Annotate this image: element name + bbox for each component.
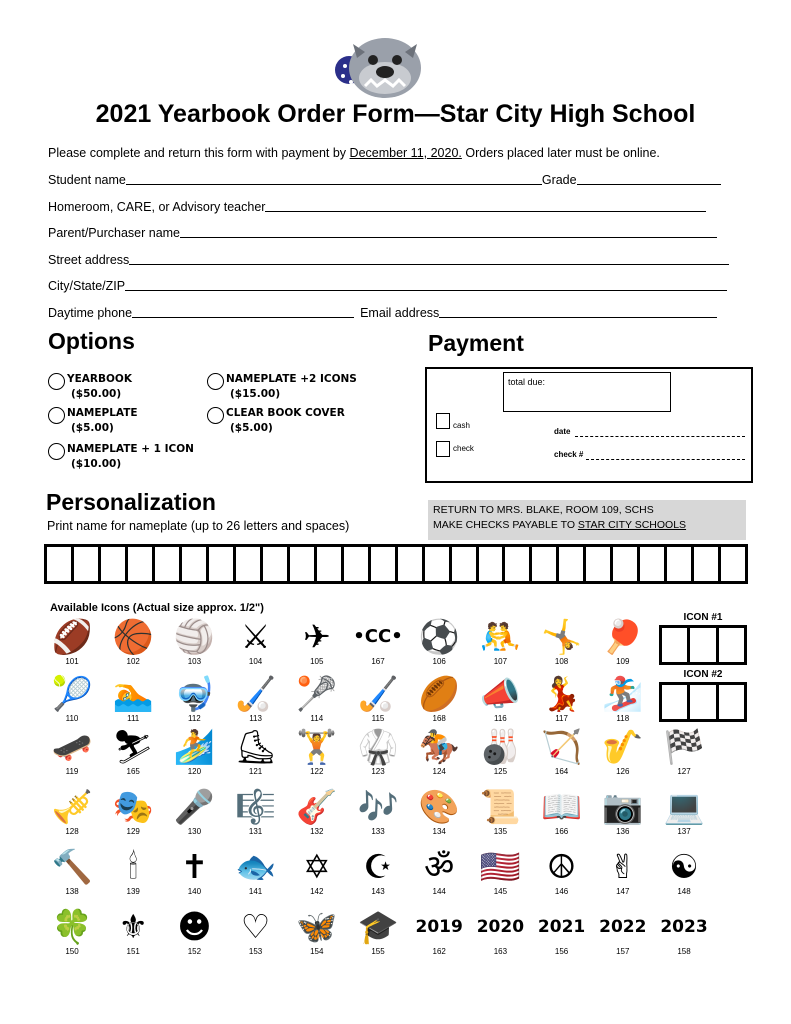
payment-heading: Payment xyxy=(428,330,524,356)
icon-number: 135 xyxy=(493,827,508,836)
icon-option xyxy=(409,728,469,776)
scroll-icon: 📜 xyxy=(479,787,521,826)
available-icons-label: Available Icons (Actual size approx. 1/2") xyxy=(50,602,264,614)
icon-number: 137 xyxy=(677,827,691,836)
options-heading: Options xyxy=(48,328,135,354)
icon-option xyxy=(470,675,530,723)
icon-digit-box[interactable] xyxy=(719,685,744,719)
option-price: ($10.00) xyxy=(71,458,122,470)
icon-option xyxy=(532,728,592,776)
icon-option xyxy=(103,788,163,836)
letter-box[interactable] xyxy=(586,547,613,581)
personalization-heading: Personalization xyxy=(46,489,216,515)
student-name-row xyxy=(48,169,721,187)
letter-box[interactable] xyxy=(47,547,74,581)
icon-option xyxy=(409,908,469,956)
icon-number: 140 xyxy=(187,887,202,896)
letter-box[interactable] xyxy=(290,547,317,581)
clover-icon: 🍀 xyxy=(51,907,93,946)
icon-option xyxy=(593,675,653,723)
football-icon: 🏈 xyxy=(51,617,93,656)
city-line[interactable] xyxy=(125,277,727,291)
icon-option xyxy=(164,728,224,776)
homeroom-row xyxy=(48,196,706,214)
payee-name: STAR CITY SCHOOLS xyxy=(577,519,687,531)
letter-box[interactable] xyxy=(479,547,506,581)
torch-icon: 🕯 xyxy=(128,847,138,886)
icon-number: 153 xyxy=(248,947,263,956)
option-clear-book-cover[interactable] xyxy=(207,407,345,434)
icon-option xyxy=(409,618,469,666)
icon-number: 120 xyxy=(187,767,202,776)
icon-option xyxy=(42,675,102,723)
option-label: NAMEPLATE + 1 ICON xyxy=(67,443,194,455)
form-title: 2021 Yearbook Order Form—Star City High School xyxy=(95,100,696,128)
icon-number: 130 xyxy=(187,827,202,836)
icon-number: 125 xyxy=(493,767,508,776)
singer-icon: 🎤 xyxy=(173,787,215,826)
icon-option xyxy=(226,788,286,836)
om-icon: ॐ xyxy=(424,847,455,886)
icon-digit-box[interactable] xyxy=(719,628,744,662)
icon-number: 115 xyxy=(371,714,385,723)
icon-number: 155 xyxy=(371,947,385,956)
phone-label: Daytime phone xyxy=(48,306,133,320)
class-of-2020-icon: 2020 xyxy=(476,917,525,937)
contact-row xyxy=(48,302,717,320)
icon-number: 118 xyxy=(616,714,630,723)
icon-option xyxy=(287,788,347,836)
clear-book-cover-radio[interactable] xyxy=(207,407,224,424)
snowboarder-icon: 🏂 xyxy=(602,674,644,713)
street-row xyxy=(48,249,729,267)
letter-box[interactable] xyxy=(452,547,479,581)
icon-option xyxy=(470,908,530,956)
letter-box[interactable] xyxy=(667,547,694,581)
option-nameplate-1-icon[interactable] xyxy=(48,443,194,470)
option-price: ($15.00) xyxy=(230,388,281,400)
icon-number: 117 xyxy=(555,714,568,723)
icon-number: 121 xyxy=(248,767,263,776)
dancer-icon: 💃 xyxy=(541,674,583,713)
cross-country-icon: •CC• xyxy=(353,626,403,647)
option-yearbook[interactable] xyxy=(48,373,132,400)
yin-yang-icon: ☯ xyxy=(669,847,699,886)
letter-box[interactable] xyxy=(74,547,101,581)
field-hockey-icon: 🏑 xyxy=(357,674,399,713)
icon-option xyxy=(593,788,653,836)
diver-icon: 🤿 xyxy=(173,674,215,713)
icon-number: 143 xyxy=(371,887,385,896)
class-of-2019-icon: 2019 xyxy=(415,917,463,937)
hockey-stick-icon: 🏑 xyxy=(235,674,277,713)
icon-number: 116 xyxy=(494,714,507,723)
nameplate-radio[interactable] xyxy=(48,407,65,424)
option-nameplate-2-icons[interactable] xyxy=(207,373,357,400)
icon-number: 148 xyxy=(677,887,691,896)
icon-option xyxy=(470,618,530,666)
icon-option xyxy=(164,618,224,666)
icon-number: 129 xyxy=(126,827,140,836)
class-of-2022-icon: 2022 xyxy=(599,917,647,937)
icon-option xyxy=(103,675,163,723)
tennis-ball-icon: 🎾 xyxy=(51,674,93,713)
letter-box[interactable] xyxy=(613,547,640,581)
icon-number: 122 xyxy=(310,767,324,776)
icon-number: 141 xyxy=(248,887,263,896)
letter-box[interactable] xyxy=(344,547,371,581)
icon-option xyxy=(226,848,286,896)
icon-number: 145 xyxy=(493,887,508,896)
option-nameplate[interactable] xyxy=(48,407,138,434)
check-label: check xyxy=(453,444,474,453)
icon-option xyxy=(226,728,286,776)
crossed-bats-icon: ⚔ xyxy=(240,617,271,656)
icon-option xyxy=(593,618,653,666)
wrestling-icon: 🤼 xyxy=(479,617,521,656)
icon-digit-box[interactable] xyxy=(662,685,690,719)
return-line-2 xyxy=(433,518,746,533)
option-label: NAMEPLATE +2 ICONS xyxy=(226,373,357,385)
icon-option xyxy=(348,618,408,666)
letter-box[interactable] xyxy=(317,547,344,581)
intro-text xyxy=(48,146,660,160)
check-number-label: check # xyxy=(554,450,584,459)
martial-arts-icon: 🥋 xyxy=(357,727,399,766)
icon-number: 150 xyxy=(65,947,79,956)
icon-option xyxy=(226,908,286,956)
icon-number: 168 xyxy=(432,714,446,723)
nameplate-letter-boxes[interactable] xyxy=(44,544,748,584)
return-instructions xyxy=(428,500,746,540)
soccer-ball-icon: ⚽ xyxy=(418,617,460,656)
icon-number: 144 xyxy=(432,887,446,896)
bulldog-mascot-logo xyxy=(335,30,427,102)
option-price: ($50.00) xyxy=(71,388,122,400)
icon-option xyxy=(654,788,714,836)
grad-cap-icon: 🎓 xyxy=(357,907,399,946)
music-notes-icon: 🎼 xyxy=(235,787,277,826)
letter-box[interactable] xyxy=(209,547,236,581)
icon-number: 164 xyxy=(554,767,569,776)
letter-box[interactable] xyxy=(532,547,559,581)
letter-box[interactable] xyxy=(371,547,398,581)
icon-option xyxy=(409,848,469,896)
icon-number: 156 xyxy=(554,947,569,956)
icon-option xyxy=(654,728,714,776)
bowling-icon: 🎳 xyxy=(479,727,521,766)
gymnastics-icon: 🤸 xyxy=(541,617,583,656)
option-label: CLEAR BOOK COVER xyxy=(226,407,345,419)
icon-option xyxy=(42,788,102,836)
icon-option xyxy=(164,788,224,836)
icon-option xyxy=(593,728,653,776)
crescent-star-icon: ☪ xyxy=(363,847,393,886)
email-label: Email address xyxy=(360,306,440,320)
lacrosse-icon: 🥍 xyxy=(296,674,338,713)
nameplate-instructions: Print name for nameplate (up to 26 letters and spaces) xyxy=(47,519,350,533)
icon-number: 133 xyxy=(371,827,385,836)
icon-number: 119 xyxy=(65,767,79,776)
parent-row xyxy=(48,222,717,240)
class-of-2021-icon: 2021 xyxy=(537,917,586,937)
icon-number: 128 xyxy=(65,827,79,836)
icon-number: 134 xyxy=(432,827,446,836)
icon-number: 166 xyxy=(554,827,569,836)
cash-label: cash xyxy=(453,421,470,430)
email-line[interactable] xyxy=(439,304,717,318)
icon-option xyxy=(226,675,286,723)
total-due-label: total due: xyxy=(508,377,546,387)
choir-icon: 🎶 xyxy=(357,787,399,826)
icon-option xyxy=(532,848,592,896)
instruments-icon: 🎷 xyxy=(602,727,644,766)
letter-box[interactable] xyxy=(263,547,290,581)
check-number-line[interactable] xyxy=(586,459,745,460)
letter-box[interactable] xyxy=(721,547,745,581)
icon-number: 111 xyxy=(127,714,140,723)
icon-number: 126 xyxy=(616,767,630,776)
flag-icon: 🇺🇸 xyxy=(479,847,521,886)
icon-option xyxy=(593,908,653,956)
intro-suffix: Orders placed later must be online. xyxy=(461,146,660,160)
icon-number: 167 xyxy=(371,657,385,666)
icon-number: 146 xyxy=(554,887,569,896)
letter-box[interactable] xyxy=(128,547,155,581)
icon-option xyxy=(532,908,592,956)
icon-option xyxy=(287,908,347,956)
homeroom-line[interactable] xyxy=(265,198,706,212)
icon-2-label: ICON #2 xyxy=(683,669,723,680)
return-line-1: RETURN TO MRS. BLAKE, ROOM 109, SCHS xyxy=(433,504,654,516)
icon-option xyxy=(654,908,714,956)
icon-option xyxy=(287,618,347,666)
icon-digit-box[interactable] xyxy=(690,628,718,662)
option-price: ($5.00) xyxy=(71,422,114,434)
icon-number: 158 xyxy=(677,947,691,956)
baton-icon: 🎺 xyxy=(51,787,93,826)
icon-number: 108 xyxy=(554,657,569,666)
icon-number: 147 xyxy=(616,887,630,896)
surfer-icon: 🏄 xyxy=(173,727,215,766)
star-of-david-icon: ✡ xyxy=(302,847,331,886)
icon-number: 124 xyxy=(432,767,446,776)
parent-line[interactable] xyxy=(180,224,717,238)
fish-icon: 🐟 xyxy=(235,847,277,886)
archer-icon: 🏹 xyxy=(541,727,583,766)
letter-box[interactable] xyxy=(155,547,182,581)
letter-box[interactable] xyxy=(425,547,452,581)
icon-option xyxy=(103,728,163,776)
camera-icon: 📷 xyxy=(602,787,644,826)
icon-option xyxy=(470,728,530,776)
letter-box[interactable] xyxy=(694,547,721,581)
icon-option xyxy=(287,848,347,896)
ping-pong-icon: 🏓 xyxy=(602,617,644,656)
icon-1-boxes[interactable] xyxy=(659,625,747,665)
peace-hand-icon: ✌ xyxy=(608,847,637,886)
letter-box[interactable] xyxy=(505,547,532,581)
icon-option xyxy=(287,728,347,776)
volleyball-icon: 🏐 xyxy=(173,617,215,656)
butterfly-icon: 🦋 xyxy=(296,907,338,946)
skateboarder-icon: 🛹 xyxy=(51,727,93,766)
icon-option xyxy=(42,908,102,956)
skier-icon: ⛷ xyxy=(112,727,155,766)
street-line[interactable] xyxy=(129,251,729,265)
icon-number: 107 xyxy=(493,657,508,666)
icon-option xyxy=(287,675,347,723)
icon-option xyxy=(348,675,408,723)
icon-option xyxy=(103,618,163,666)
icon-option xyxy=(348,788,408,836)
icon-digit-box[interactable] xyxy=(662,628,690,662)
icon-number: 152 xyxy=(187,947,202,956)
icon-option xyxy=(103,908,163,956)
hearts-icon: ♡ xyxy=(240,907,271,946)
date-label: date xyxy=(554,427,571,436)
icon-option xyxy=(348,728,408,776)
laptop-icon: 💻 xyxy=(663,787,705,826)
grade-line[interactable] xyxy=(577,171,721,185)
city-label: City/State/ZIP xyxy=(48,279,126,293)
icon-number: 162 xyxy=(432,947,446,956)
icon-number: 103 xyxy=(187,657,202,666)
icon-2-boxes[interactable] xyxy=(659,682,747,722)
icon-number: 105 xyxy=(310,657,324,666)
icon-option xyxy=(42,728,102,776)
student-name-line[interactable] xyxy=(126,171,542,185)
icon-option xyxy=(164,908,224,956)
street-label: Street address xyxy=(48,253,130,267)
horse-rider-icon: 🏇 xyxy=(418,727,460,766)
icon-number: 109 xyxy=(616,657,630,666)
phone-line[interactable] xyxy=(132,304,354,318)
cross-icon: ✝ xyxy=(180,847,209,886)
icon-number: 142 xyxy=(310,887,324,896)
icon-option xyxy=(532,788,592,836)
icon-number: 132 xyxy=(310,827,324,836)
icon-number: 163 xyxy=(493,947,508,956)
student-name-label: Student name xyxy=(48,173,126,187)
icon-option xyxy=(532,618,592,666)
letter-box[interactable] xyxy=(236,547,263,581)
icon-number: 154 xyxy=(310,947,324,956)
icon-number: 138 xyxy=(65,887,79,896)
homeroom-label: Homeroom, CARE, or Advisory teacher xyxy=(48,200,266,214)
icon-number: 114 xyxy=(310,714,324,723)
icon-number: 113 xyxy=(249,714,262,723)
intro-prefix: Please complete and return this form with payment by xyxy=(48,146,350,160)
letter-box[interactable] xyxy=(182,547,209,581)
icon-number: 106 xyxy=(432,657,446,666)
rugby-ball-icon: 🏉 xyxy=(418,674,460,713)
nameplate-2-icons-radio[interactable] xyxy=(207,373,224,390)
megaphone-icon: 📣 xyxy=(479,674,521,713)
icon-number: 131 xyxy=(248,827,263,836)
icon-option xyxy=(409,675,469,723)
weightlifter-icon: 🏋 xyxy=(296,727,338,766)
yearbook-icon: 📖 xyxy=(541,787,583,826)
icon-option xyxy=(42,848,102,896)
return-line-2-prefix: MAKE CHECKS PAYABLE TO xyxy=(433,519,578,531)
icon-number: 112 xyxy=(188,714,201,723)
icon-number: 127 xyxy=(677,767,691,776)
smiley-icon: ☻ xyxy=(177,907,212,946)
icon-number: 139 xyxy=(126,887,140,896)
guitar-icon: 🎸 xyxy=(296,787,338,826)
icon-option xyxy=(348,848,408,896)
option-price: ($5.00) xyxy=(230,422,273,434)
letter-box[interactable] xyxy=(640,547,667,581)
icon-option xyxy=(42,618,102,666)
icon-option xyxy=(164,848,224,896)
icon-number: 102 xyxy=(126,657,140,666)
fleur-de-lis-icon: ⚜ xyxy=(118,907,148,946)
icon-number: 104 xyxy=(248,657,263,666)
yearbook-radio[interactable] xyxy=(48,373,65,390)
option-label: NAMEPLATE xyxy=(67,407,138,419)
letter-box[interactable] xyxy=(559,547,586,581)
deadline-date: December 11, 2020. xyxy=(349,146,462,160)
crossed-flags-icon: 🏁 xyxy=(663,727,705,766)
icon-option xyxy=(532,675,592,723)
option-label: YEARBOOK xyxy=(67,373,132,385)
icon-number: 110 xyxy=(65,714,79,723)
gavel-icon: 🔨 xyxy=(51,847,93,886)
icon-number: 165 xyxy=(126,767,140,776)
icon-digit-box[interactable] xyxy=(690,685,718,719)
icon-number: 157 xyxy=(616,947,630,956)
icon-option xyxy=(654,848,714,896)
icon-option xyxy=(164,675,224,723)
theater-masks-icon: 🎭 xyxy=(112,787,154,826)
swimmer-icon: 🏊 xyxy=(112,674,154,713)
grade-label: Grade xyxy=(541,173,577,187)
icon-option xyxy=(348,908,408,956)
palette-icon: 🎨 xyxy=(418,787,460,826)
letter-box[interactable] xyxy=(398,547,425,581)
ice-skate-icon: ⛸ xyxy=(234,727,277,766)
letter-box[interactable] xyxy=(101,547,128,581)
icon-number: 136 xyxy=(616,827,630,836)
peace-icon: ☮ xyxy=(546,847,577,886)
icon-number: 101 xyxy=(65,657,79,666)
icon-1-label: ICON #1 xyxy=(683,612,723,623)
nameplate-1-icon-radio[interactable] xyxy=(48,443,65,460)
icon-option xyxy=(593,848,653,896)
date-line[interactable] xyxy=(575,436,745,437)
check-checkbox[interactable] xyxy=(436,441,450,457)
icon-option xyxy=(226,618,286,666)
winged-foot-icon: ✈ xyxy=(302,617,331,656)
class-of-2023-icon: 2023 xyxy=(660,917,708,937)
icon-number: 151 xyxy=(126,947,140,956)
city-row xyxy=(48,275,727,293)
basketball-icon: 🏀 xyxy=(112,617,154,656)
icon-number: 123 xyxy=(371,767,385,776)
icon-option xyxy=(470,848,530,896)
icon-option xyxy=(409,788,469,836)
icon-option xyxy=(103,848,163,896)
cash-checkbox[interactable] xyxy=(436,413,450,429)
icon-option xyxy=(470,788,530,836)
parent-label: Parent/Purchaser name xyxy=(48,226,181,240)
